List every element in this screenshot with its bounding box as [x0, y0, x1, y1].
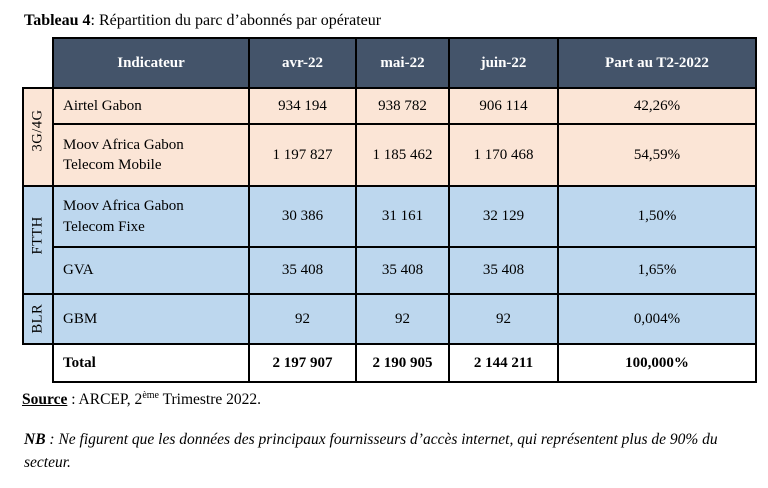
total-value: 100,000%	[558, 344, 756, 382]
row-group-3g4g	[23, 88, 53, 186]
nb-label: NB	[24, 431, 46, 449]
cell-value: 1 185 462	[356, 124, 449, 186]
total-value: 2 190 905	[356, 344, 449, 382]
nb-text: : Ne figurent que les données des principaux fournisseurs d’accès internet, qui représentent plus de 90% du secteur.	[24, 431, 718, 471]
cell-value: 0,004%	[558, 294, 756, 344]
table-total-row	[23, 344, 756, 382]
cell-value: 1 197 827	[249, 124, 356, 186]
cell-value: 35 408	[249, 247, 356, 294]
subscribers-table	[22, 37, 757, 383]
cell-value: 32 129	[449, 186, 558, 247]
source-text: : ARCEP, 2	[67, 391, 143, 409]
total-spacer-cell	[23, 344, 53, 382]
cell-indicator: Airtel Gabon	[53, 88, 249, 124]
column-header-indicateur: Indicateur	[53, 38, 249, 88]
table-header-row	[23, 38, 756, 88]
cell-value: 92	[449, 294, 558, 344]
cell-value: 35 408	[356, 247, 449, 294]
source-note	[22, 390, 768, 409]
total-value: 2 197 907	[249, 344, 356, 382]
cell-indicator: GVA	[53, 247, 249, 294]
row-group-blr-label: BLR	[29, 303, 46, 333]
header-spacer-cell	[23, 38, 53, 88]
row-group-blr	[23, 294, 53, 344]
row-group-3g4g-label: 3G/4G	[29, 109, 46, 151]
table-row	[23, 247, 756, 294]
source-text-suffix: Trimestre 2022.	[158, 391, 262, 409]
cell-value: 54,59%	[558, 124, 756, 186]
table-caption-number: Tableau 4	[24, 12, 91, 29]
cell-indicator: GBM	[53, 294, 249, 344]
cell-value: 1,50%	[558, 186, 756, 247]
cell-value: 30 386	[249, 186, 356, 247]
table-row	[23, 88, 756, 124]
cell-value: 31 161	[356, 186, 449, 247]
column-header-juin-22: juin-22	[449, 38, 558, 88]
column-header-mai-22: mai-22	[356, 38, 449, 88]
cell-indicator: Moov Africa Gabon Telecom Fixe	[53, 186, 249, 247]
source-label: Source	[22, 391, 68, 409]
cell-value: 934 194	[249, 88, 356, 124]
table-row	[23, 186, 756, 247]
total-value: 2 144 211	[449, 344, 558, 382]
cell-value: 92	[249, 294, 356, 344]
table-caption-text: : Répartition du parc d’abonnés par opérateur	[90, 12, 382, 29]
total-label: Total	[53, 344, 249, 382]
table-row	[23, 294, 756, 344]
table-caption	[0, 0, 768, 30]
column-header-avr-22: avr-22	[249, 38, 356, 88]
source-superscript: ème	[142, 390, 159, 401]
row-group-ftth	[23, 186, 53, 294]
cell-value: 1 170 468	[449, 124, 558, 186]
cell-value: 906 114	[449, 88, 558, 124]
cell-value: 938 782	[356, 88, 449, 124]
column-header-part-t2-2022: Part au T2-2022	[558, 38, 756, 88]
nb-note	[24, 429, 748, 474]
cell-value: 92	[356, 294, 449, 344]
cell-value: 35 408	[449, 247, 558, 294]
cell-value: 42,26%	[558, 88, 756, 124]
table-row	[23, 124, 756, 186]
row-group-ftth-label: FTTH	[29, 215, 46, 254]
cell-value: 1,65%	[558, 247, 756, 294]
cell-indicator: Moov Africa Gabon Telecom Mobile	[53, 124, 249, 186]
